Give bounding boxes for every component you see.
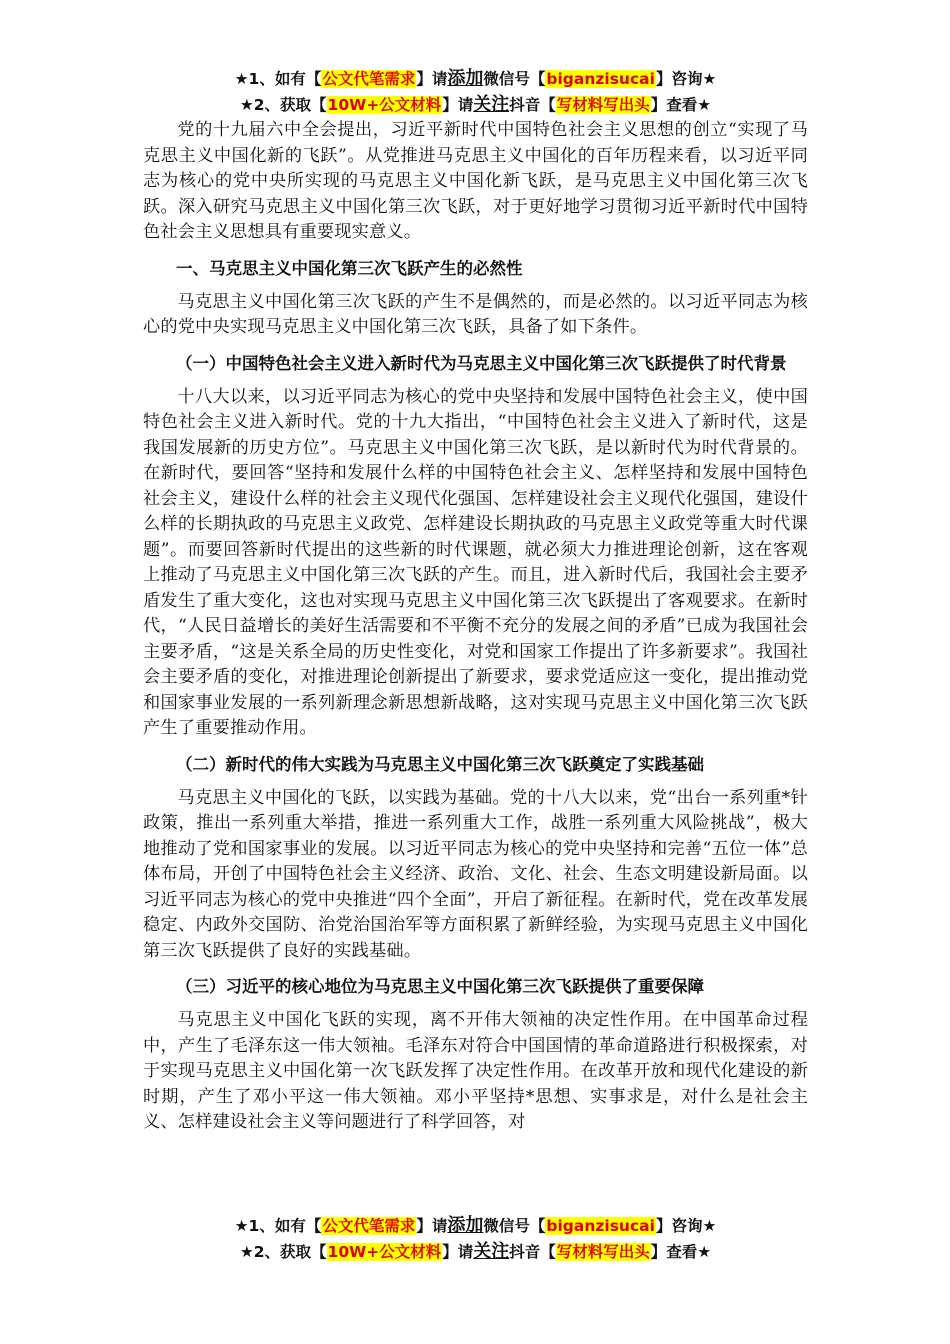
highlight-douyin: 写材料写出头 xyxy=(556,96,650,114)
footer-banner-line2 xyxy=(143,1239,808,1265)
subsection3-paragraph: 马克思主义中国化飞跃的实现，离不开伟大领袖的决定性作用。在中国革命过程中，产生了毛泽东这一伟大领袖。毛泽东对符合中国国情的革命道路进行积极探索，对于实现马克思主义中国化第一次飞跃发挥了决定性作用。在改革开放和现代化建设的新时期，产生了邓小平这一伟大领袖。邓小平坚持*思想、实事求是，对什么是社会主义、怎样建设社会主义等问题进行了科学回答，对 xyxy=(143,1010,808,1132)
banner-text: 】咨询★ xyxy=(655,1217,717,1235)
banner-text: 】查看★ xyxy=(650,1243,712,1261)
highlight-materials: 10W+公文材料 xyxy=(327,96,442,114)
highlight-service: 公文代笔需求 xyxy=(322,1217,416,1235)
section1-heading: 一、马克思主义中国化第三次飞跃产生的必然性 xyxy=(176,258,523,278)
section1-paragraph: 马克思主义中国化第三次飞跃的产生不是偶然的，而是必然的。以习近平同志为核心的党中央实现马克思主义中国化第三次飞跃，具备了如下条件。 xyxy=(143,291,808,337)
banner-text: 】请 xyxy=(416,1217,448,1235)
subsection1-heading: （一）中国特色社会主义进入新时代为马克思主义中国化第三次飞跃提供了时代背景 xyxy=(176,353,787,373)
highlight-wechat-id: biganzisucai xyxy=(546,1217,655,1235)
banner-text: 】查看★ xyxy=(650,96,712,114)
banner-text: 抖音【 xyxy=(509,1243,556,1261)
banner-text: 】咨询★ xyxy=(655,70,717,88)
highlight-service: 公文代笔需求 xyxy=(322,70,416,88)
banner-text: 】请 xyxy=(442,1243,474,1261)
banner-text: 抖音【 xyxy=(509,96,556,114)
footer-banner-line1 xyxy=(143,1213,808,1239)
banner-text: 】请 xyxy=(442,96,474,114)
banner-text: 微信号【 xyxy=(483,70,546,88)
subsection2-heading: （二）新时代的伟大实践为马克思主义中国化第三次飞跃奠定了实践基础 xyxy=(176,754,704,774)
header-banner-line1 xyxy=(143,66,808,92)
banner-text: ★2、获取【 xyxy=(239,1243,327,1261)
highlight-materials: 10W+公文材料 xyxy=(327,1243,442,1261)
underline-add: 添加 xyxy=(447,68,484,89)
subsection1-paragraph: 十八大以来，以习近平同志为核心的党中央坚持和发展中国特色社会主义，使中国特色社会主义进入新时代。党的十九大指出，“中国特色社会主义进入了新时代，这是我国发展新的历史方位”。马克思主义中国化第三次飞跃，是以新时代为时代背景的。在新时代，要回答“坚持和发展什么样的中国特色社会主义、怎样坚持和发展中国特色社会主义，建设什么样的社会主义现代化强国、怎样建设社会主义现代化强国，建设什么样的长期执政的马克思主义政党、怎样建设长期执政的马克思主义政党等重大时代课题”。而要回答新时代提出的这些新的时代课题，就必须大力推进理论创新，这在客观上推动了马克思主义中国化第三次飞跃的产生。而且，进入新时代后，我国社会主要矛盾发生了重大变化，这也对实现马克思主义中国化第三次飞跃提出了客观要求。在新时代，“人民日益增长的美好生活需要和不平衡不充分的发展之间的矛盾”已成为我国社会主要矛盾，“这是关系全局的历史性变化，对党和国家工作提出了许多新要求”。我国社会主要矛盾的变化，对推进理论创新提出了新要求，要求党适应这一变化，提出推动党和国家事业发展的一系列新理念新思想新战略，这对实现马克思主义中国化第三次飞跃产生了重要推动作用。 xyxy=(143,386,808,738)
underline-follow: 关注 xyxy=(473,1241,510,1262)
footer-banner xyxy=(143,1213,808,1265)
underline-add: 添加 xyxy=(447,1215,484,1236)
highlight-wechat-id: biganzisucai xyxy=(546,70,655,88)
banner-text: 】请 xyxy=(416,70,448,88)
subsection2-paragraph: 马克思主义中国化的飞跃，以实践为基础。党的十八大以来，党“出台一系列重*针政策，推出一系列重大举措，推进一系列重大工作，战胜一系列重大风险挑战”，极大地推动了党和国家事业的发展。以习近平同志为核心的党中央坚持和完善“五位一体”总体布局，开创了中国特色社会主义经济、政治、文化、社会、生态文明建设新局面。以习近平同志为核心的党中央推进“四个全面”，开启了新征程。在新时代，党在改革发展稳定、内政外交国防、治党治国治军等方面积累了新鲜经验，为实现马克思主义中国化第三次飞跃提供了良好的实践基础。 xyxy=(143,787,808,961)
header-banner-line2 xyxy=(143,92,808,118)
banner-text: ★2、获取【 xyxy=(239,96,327,114)
banner-text: 微信号【 xyxy=(483,1217,546,1235)
intro-paragraph: 党的十九届六中全会提出，习近平新时代中国特色社会主义思想的创立“实现了马克思主义中国化新的飞跃”。从党推进马克思主义中国化的百年历程来看，以习近平同志为核心的党中央所实现的马克思主义中国化新飞跃，是马克思主义中国化第三次飞跃。深入研究马克思主义中国化第三次飞跃，对于更好地学习贯彻习近平新时代中国特色社会主义思想具有重要现实意义。 xyxy=(143,120,808,242)
underline-follow: 关注 xyxy=(473,94,510,115)
highlight-douyin: 写材料写出头 xyxy=(556,1243,650,1261)
banner-text: ★1、如有【 xyxy=(234,70,322,88)
document-page xyxy=(143,66,808,1136)
banner-text: ★1、如有【 xyxy=(234,1217,322,1235)
subsection3-heading: （三）习近平的核心地位为马克思主义中国化第三次飞跃提供了重要保障 xyxy=(176,977,704,996)
